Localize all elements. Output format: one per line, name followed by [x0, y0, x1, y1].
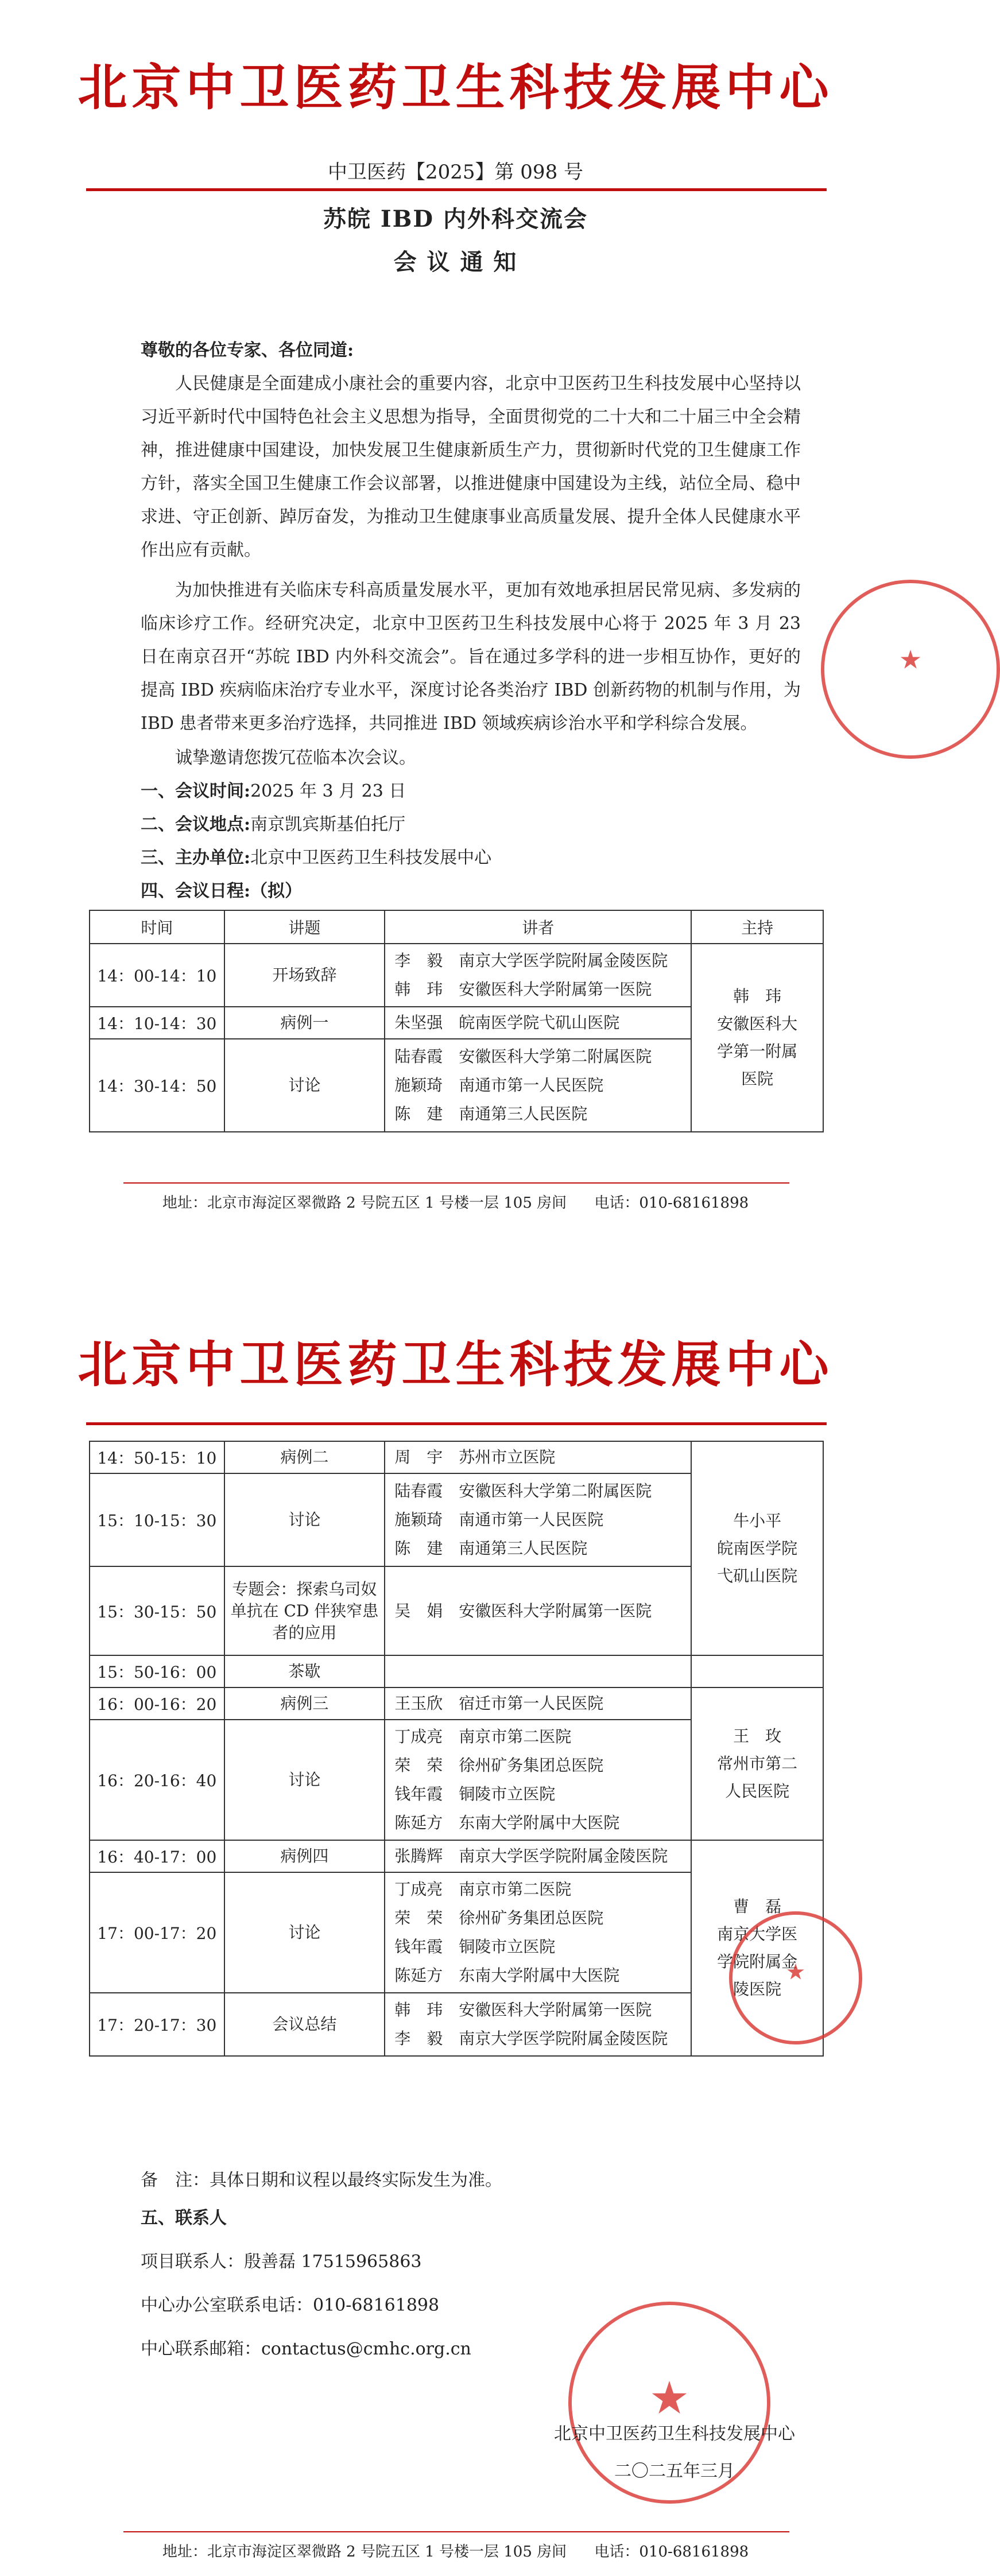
notice-title: 会 议 通 知	[393, 249, 518, 276]
item-agenda-value: （拟）	[250, 881, 303, 901]
row-time: 15：10-15：30	[90, 1473, 224, 1566]
speaker: 陈 建 南通第三人民医院	[394, 1539, 588, 1558]
row-speakers	[385, 1655, 691, 1687]
row-topic	[224, 1566, 385, 1655]
speaker: 周 宇 苏州市立医院	[394, 1448, 556, 1467]
row-time: 14：50-15：10	[90, 1441, 224, 1473]
host-line: 南京大学医	[717, 1925, 798, 1943]
row-topic: 病例一	[224, 1007, 385, 1039]
speaker: 朱坚强 皖南医学院弋矶山医院	[394, 1013, 620, 1032]
header-time: 时间	[90, 910, 224, 944]
row-speakers	[385, 1441, 691, 1473]
header-speaker: 讲者	[385, 910, 691, 944]
footer-1	[0, 1191, 911, 1212]
sign-org: 北京中卫医药卫生科技发展中心	[554, 2424, 795, 2444]
host-line: 医院	[741, 1069, 774, 1088]
host-line: 人民医院	[725, 1782, 790, 1801]
speaker: 李 毅 南京大学医学院附属金陵医院	[394, 2029, 668, 2048]
speaker: 钱年霞 铜陵市立医院	[394, 1784, 556, 1803]
row-speakers	[385, 1840, 691, 1872]
footer-phone: 电话：010-68161898	[594, 2543, 749, 2561]
row-topic: 病例四	[224, 1840, 385, 1872]
item-host-label: 三、主办单位:	[141, 848, 251, 868]
official-seal-1	[821, 580, 1000, 759]
schedule-header-row	[90, 910, 823, 944]
row-speakers	[385, 944, 691, 1007]
item-agenda-label: 四、会议日程:	[141, 881, 251, 901]
host-line: 学院附属金	[717, 1952, 798, 1971]
footer-rule-2	[123, 2531, 789, 2532]
host-line: 韩 玮	[733, 987, 782, 1006]
row-speakers	[385, 1039, 691, 1132]
row-time: 14：00-14：10	[90, 944, 224, 1007]
item-venue-label: 二、会议地点:	[141, 814, 251, 835]
row-speakers	[385, 1007, 691, 1039]
host-line: 陵医院	[733, 1980, 782, 1999]
sign-date: 二〇二五年三月	[614, 2461, 735, 2481]
paragraph-3: 诚挚邀请您拨冗莅临本次会议。	[175, 748, 416, 768]
row-time: 16：00-16：20	[90, 1687, 224, 1720]
host-line: 皖南医学院	[717, 1538, 798, 1558]
row-topic: 会议总结	[224, 1993, 385, 2056]
speaker: 钱年霞 铜陵市立医院	[394, 1937, 556, 1956]
row-host	[691, 1655, 823, 1687]
row-time: 15：50-16：00	[90, 1655, 224, 1687]
doc-number: 中卫医药【2025】第 098 号	[327, 161, 584, 184]
footer-phone: 电话：010-68161898	[594, 1194, 749, 1212]
row-time: 16：40-17：00	[90, 1840, 224, 1872]
speaker: 韩 玮 安徽医科大学附属第一医院	[394, 2000, 652, 2019]
row-time: 17：20-17：30	[90, 1993, 224, 2056]
subject-title: 苏皖 IBD 内外科交流会	[323, 205, 588, 232]
footer-2	[0, 2540, 911, 2561]
footer-address: 地址：北京市海淀区翠微路 2 号院五区 1 号楼一层 105 房间	[162, 2543, 567, 2561]
speaker: 陈延方 东南大学附属中大医院	[394, 1966, 620, 1985]
speaker: 施颖琦 南通市第一人民医院	[394, 1076, 604, 1095]
contact-person: 项目联系人：殷善磊 17515965863	[141, 2252, 422, 2272]
row-topic: 讨论	[224, 1872, 385, 1993]
speaker: 陈延方 东南大学附属中大医院	[394, 1813, 620, 1832]
speaker: 韩 玮 安徽医科大学附属第一医院	[394, 980, 652, 999]
host-line: 王 玫	[733, 1727, 782, 1745]
host-line: 曹 磊	[733, 1897, 782, 1916]
schedule-table-1	[89, 910, 824, 1132]
item-venue	[141, 808, 801, 841]
row-topic: 开场致辞	[224, 944, 385, 1007]
paragraph-1: 人民健康是全面建成小康社会的重要内容，北京中卫医药卫生科技发展中心坚持以习近平新时代中国特色社会主义思想为指导，全面贯彻党的二十大和二十届三中全会精神，推进健康中国建设，加快发展卫生健康新质生产力，贯彻新时代党的卫生健康工作方针，落实全国卫生健康工作会议部署，以推进健康中国建设为主线，站位全局、稳中求进、守正创新、踔厉奋发，为推动卫生健康事业高质量发展、提升全体人民健康水平作出应有贡献。	[141, 374, 801, 560]
row-topic: 病例三	[224, 1687, 385, 1720]
schedule-table-2	[89, 1441, 824, 2057]
table-row	[90, 1655, 823, 1687]
row-speakers	[385, 1720, 691, 1840]
item-host-value: 北京中卫医药卫生科技发展中心	[250, 848, 492, 868]
speaker: 陆春霞 安徽医科大学第二附属医院	[394, 1047, 652, 1066]
speaker: 荣 荣 徐州矿务集团总医院	[394, 1756, 604, 1775]
host-line: 学第一附属	[717, 1042, 798, 1061]
row-speakers	[385, 1687, 691, 1720]
footer-address: 地址：北京市海淀区翠微路 2 号院五区 1 号楼一层 105 房间	[162, 1194, 567, 1212]
item-agenda	[141, 875, 801, 908]
schedule-note: 备 注：具体日期和议程以最终实际发生为准。	[141, 2170, 502, 2190]
table-row	[90, 1840, 823, 1872]
contact-phone: 中心办公室联系电话：010-68161898	[141, 2295, 440, 2315]
row-time: 15：30-15：50	[90, 1566, 224, 1655]
speaker: 王玉欣 宿迁市第一人民医院	[394, 1694, 604, 1713]
host-line: 安徽医科大	[717, 1014, 798, 1033]
topic-line: 者的应用	[272, 1623, 337, 1642]
item-time-label: 一、会议时间:	[141, 781, 251, 801]
row-topic: 病例二	[224, 1441, 385, 1473]
speaker: 陈 建 南通第三人民医院	[394, 1104, 588, 1123]
header-topic: 讲题	[224, 910, 385, 944]
seal-star-icon: ★	[786, 1961, 805, 1984]
org-title-page2: 北京中卫医药卫生科技发展中心	[77, 1336, 834, 1394]
footer-rule-1	[123, 1182, 789, 1184]
host-line: 牛小平	[733, 1511, 782, 1530]
item-host	[141, 841, 801, 875]
row-topic: 茶歇	[224, 1655, 385, 1687]
row-time: 14：30-14：50	[90, 1039, 224, 1132]
topic-line: 单抗在 CD 伴狭窄患	[230, 1601, 379, 1620]
paragraph-2: 为加快推进有关临床专科高质量发展水平，更加有效地承担居民常见病、多发病的临床诊疗工作。经研究决定，北京中卫医药卫生科技发展中心将于 2025 年 3 月 23 日在南京召开“苏皖 IBD 内外科交流会”。旨在通过多学科的进一步相互协作，更好的提高 IBD 疾病临床治疗专业水平，深度讨论各类治疗 IBD 创新药物的机制与作用，为 IBD 患者带来更多治疗选择，共同推进 IBD 领域疾病诊治水平和学科综合发展。	[141, 580, 801, 734]
row-speakers	[385, 1872, 691, 1993]
seal-star-icon: ★	[900, 646, 921, 673]
table-row	[90, 1441, 823, 1473]
seal-star-icon: ★	[651, 2374, 688, 2422]
org-title: 北京中卫医药卫生科技发展中心	[77, 59, 834, 117]
row-speakers	[385, 1566, 691, 1655]
topic-line: 专题会：探索乌司奴	[232, 1579, 377, 1599]
contact-heading: 五、联系人	[141, 2208, 227, 2228]
host-line: 常州市第二	[717, 1754, 798, 1773]
speaker: 陆春霞 安徽医科大学第二附属医院	[394, 1481, 652, 1500]
item-time	[141, 775, 801, 808]
table-row	[90, 944, 823, 1007]
row-topic: 讨论	[224, 1039, 385, 1132]
official-seal-2	[729, 1911, 862, 2044]
item-time-value: 2025 年 3 月 23 日	[250, 781, 406, 801]
host-line: 弋矶山医院	[717, 1566, 798, 1585]
contact-email: 中心联系邮箱：contactus@cmhc.org.cn	[141, 2339, 471, 2359]
header-rule-page2	[86, 1422, 827, 1425]
speaker: 荣 荣 徐州矿务集团总医院	[394, 1908, 604, 1927]
speaker: 李 毅 南京大学医学院附属金陵医院	[394, 951, 668, 970]
row-host	[691, 1687, 823, 1840]
speaker: 丁成亮 南京市第二医院	[394, 1727, 572, 1746]
speaker: 张腾辉 南京大学医学院附属金陵医院	[394, 1846, 668, 1865]
row-speakers	[385, 1473, 691, 1566]
salutation: 尊敬的各位专家、各位同道:	[141, 340, 354, 360]
row-time: 16：20-16：40	[90, 1720, 224, 1840]
row-speakers	[385, 1993, 691, 2056]
row-time: 17：00-17：20	[90, 1872, 224, 1993]
row-host	[691, 944, 823, 1132]
speaker: 施颖琦 南通市第一人民医院	[394, 1510, 604, 1529]
row-topic: 讨论	[224, 1720, 385, 1840]
item-venue-value: 南京凯宾斯基伯托厅	[250, 814, 406, 835]
speaker: 丁成亮 南京市第二医院	[394, 1880, 572, 1899]
row-host	[691, 1441, 823, 1655]
row-time: 14：10-14：30	[90, 1007, 224, 1039]
speaker: 吴 娟 安徽医科大学附属第一医院	[394, 1601, 652, 1620]
header-host: 主持	[691, 910, 823, 944]
table-row	[90, 1687, 823, 1720]
row-topic: 讨论	[224, 1473, 385, 1566]
header-rule	[86, 188, 827, 191]
